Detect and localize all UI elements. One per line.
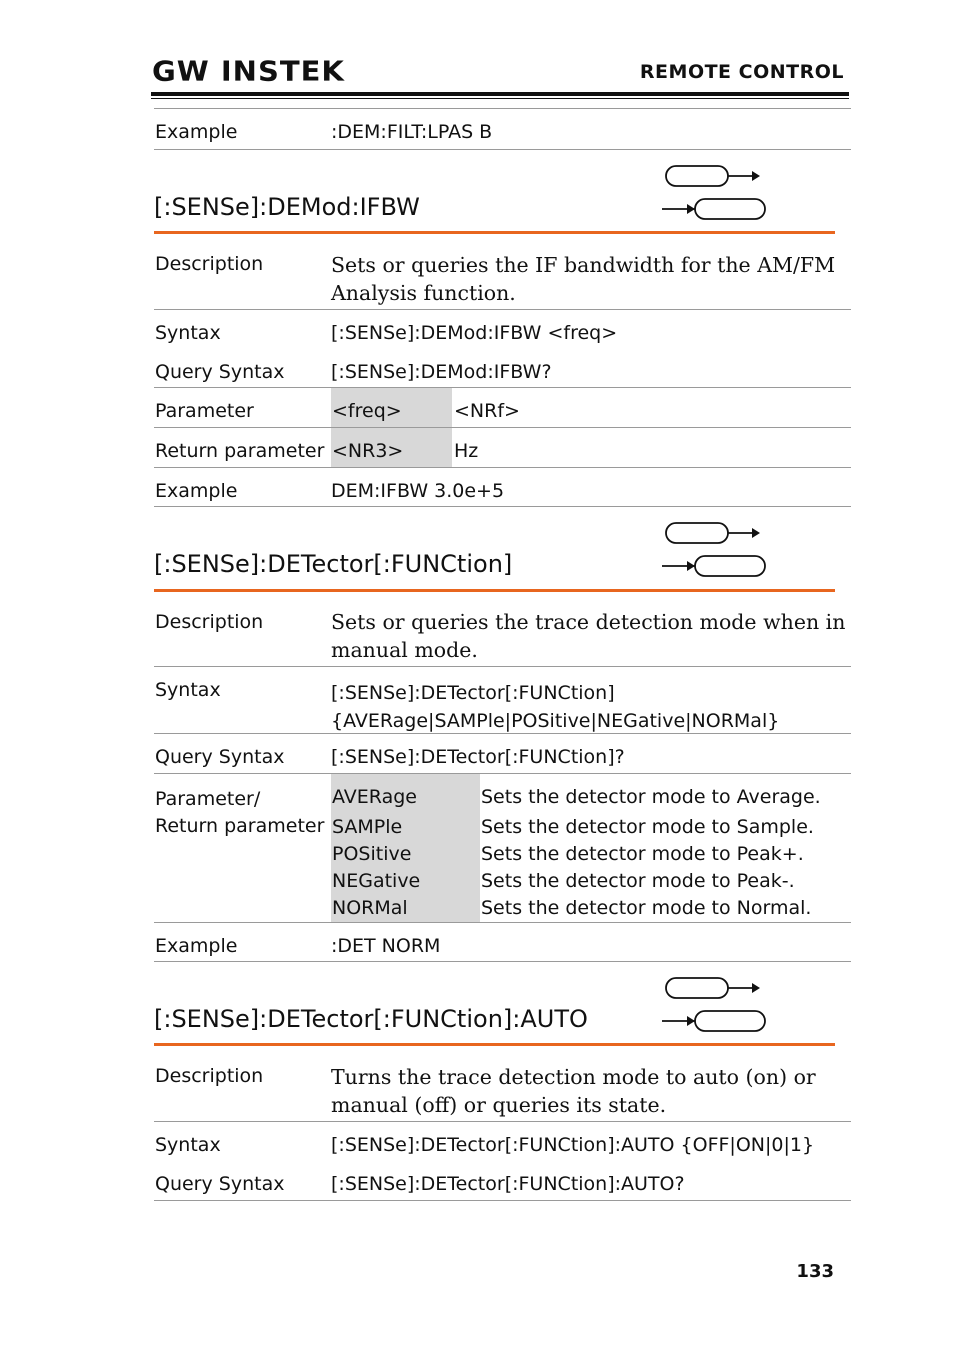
description-text xyxy=(331,1063,816,1119)
divider xyxy=(154,1200,851,1201)
command-type-icons xyxy=(660,520,770,580)
example-label: Example xyxy=(155,121,238,143)
parameter-name: NEGative xyxy=(332,870,421,892)
divider xyxy=(154,733,851,734)
divider xyxy=(154,922,851,923)
page-number: 133 xyxy=(796,1261,834,1282)
description-line: Turns the trace detection mode to auto (on) or xyxy=(331,1065,816,1089)
description-label: Description xyxy=(155,611,264,633)
description-line: Sets or queries the IF bandwidth for the AM/FM xyxy=(331,253,836,277)
syntax-label: Syntax xyxy=(155,1134,221,1156)
query-syntax-label: Query Syntax xyxy=(155,1173,285,1195)
header-rule-thick xyxy=(151,92,849,96)
example-label: Example xyxy=(155,935,238,957)
header-rule-thin xyxy=(151,98,849,99)
parameter-description: Sets the detector mode to Normal. xyxy=(481,897,812,919)
parameter-label: Parameter xyxy=(155,400,254,422)
query-command-icon xyxy=(662,1011,765,1031)
divider xyxy=(154,309,851,310)
gw-instek-logo: GW INSTEK xyxy=(152,54,345,88)
syntax-line: {AVERage|SAMPle|POSitive|NEGative|NORMal} xyxy=(331,710,780,732)
example-value: :DET NORM xyxy=(331,935,441,957)
divider xyxy=(154,666,851,667)
divider xyxy=(154,961,851,962)
parameter-name: AVERage xyxy=(332,786,417,808)
description-line: Sets or queries the trace detection mode when in xyxy=(331,610,846,634)
parameter-name: <freq> xyxy=(332,400,402,422)
description-label: Description xyxy=(155,253,264,275)
syntax-value: [:SENSe]:DEMod:IFBW <freq> xyxy=(331,322,618,344)
query-syntax-label: Query Syntax xyxy=(155,361,285,383)
parameter-description: Sets the detector mode to Peak-. xyxy=(481,870,795,892)
description-text xyxy=(331,251,835,307)
divider xyxy=(154,108,851,109)
section-title: REMOTE CONTROL xyxy=(639,61,844,83)
return-parameter-name: <NR3> xyxy=(332,440,404,462)
description-line: manual (off) or queries its state. xyxy=(331,1093,667,1117)
return-parameter-label: Return parameter xyxy=(155,440,325,462)
parameter-description: Sets the detector mode to Average. xyxy=(481,786,821,808)
description-line: manual mode. xyxy=(331,638,478,662)
description-text xyxy=(331,608,845,664)
return-parameter-unit: Hz xyxy=(454,440,479,462)
divider xyxy=(154,427,851,428)
label-line: Return parameter xyxy=(155,815,325,837)
command-type-icons xyxy=(660,975,770,1035)
parameter-name: SAMPle xyxy=(332,816,403,838)
example-value: :DEM:FILT:LPAS B xyxy=(331,121,493,143)
divider xyxy=(154,149,851,150)
divider xyxy=(154,467,851,468)
parameter-name: NORMal xyxy=(332,897,408,919)
example-value: DEM:IFBW 3.0e+5 xyxy=(331,480,505,502)
divider xyxy=(154,387,851,388)
query-syntax-label: Query Syntax xyxy=(155,746,285,768)
syntax-label: Syntax xyxy=(155,679,221,701)
syntax-label: Syntax xyxy=(155,322,221,344)
section-rule xyxy=(154,1043,835,1046)
description-line: Analysis function. xyxy=(331,281,516,305)
set-command-icon xyxy=(666,978,760,998)
parameter-return-label xyxy=(155,786,324,840)
command-title: [:SENSe]:DETector[:FUNCtion]:AUTO xyxy=(154,1005,588,1033)
query-syntax-value: [:SENSe]:DEMod:IFBW? xyxy=(331,361,552,383)
divider xyxy=(154,773,851,774)
description-label: Description xyxy=(155,1065,264,1087)
query-command-icon xyxy=(662,556,765,576)
parameter-name: POSitive xyxy=(332,843,412,865)
command-type-icons xyxy=(660,163,770,223)
label-line: Parameter/ xyxy=(155,788,261,810)
parameter-description: Sets the detector mode to Peak+. xyxy=(481,843,804,865)
query-syntax-value: [:SENSe]:DETector[:FUNCtion]? xyxy=(331,746,625,768)
query-syntax-value: [:SENSe]:DETector[:FUNCtion]:AUTO? xyxy=(331,1173,685,1195)
syntax-value xyxy=(331,679,779,735)
parameter-type: <NRf> xyxy=(454,400,520,422)
set-command-icon xyxy=(666,166,760,186)
divider xyxy=(154,1121,851,1122)
syntax-value: [:SENSe]:DETector[:FUNCtion]:AUTO {OFF|ON|0|1} xyxy=(331,1134,815,1156)
command-title: [:SENSe]:DEMod:IFBW xyxy=(154,193,420,221)
example-label: Example xyxy=(155,480,238,502)
section-rule xyxy=(154,589,835,592)
set-command-icon xyxy=(666,523,760,543)
section-rule xyxy=(154,231,835,234)
command-title: [:SENSe]:DETector[:FUNCtion] xyxy=(154,550,513,578)
query-command-icon xyxy=(662,199,765,219)
parameter-description: Sets the detector mode to Sample. xyxy=(481,816,814,838)
divider xyxy=(154,506,851,507)
syntax-line: [:SENSe]:DETector[:FUNCtion] xyxy=(331,682,615,704)
